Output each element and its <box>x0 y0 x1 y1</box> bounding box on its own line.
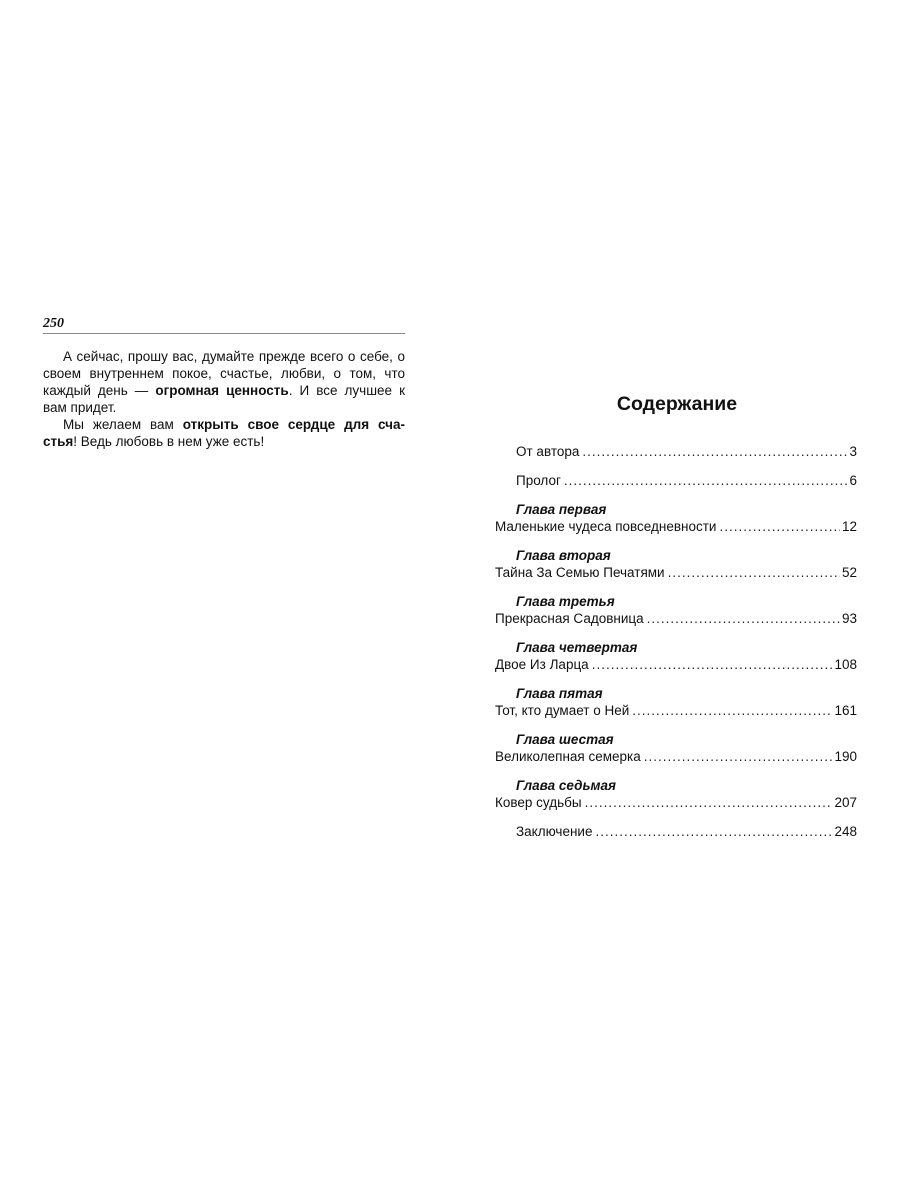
toc-entry <box>495 518 857 535</box>
toc-entry-conclusion <box>495 823 857 840</box>
paragraph-1-line-1: А сейчас, прошу вас, думайте прежде всего о <box>63 349 356 364</box>
toc-entry <box>495 656 857 673</box>
toc-entry-from-author <box>495 443 857 460</box>
toc-leader-dots <box>585 794 833 811</box>
toc-chapter-7 <box>495 777 857 811</box>
toc-entry <box>495 794 857 811</box>
toc-leader-dots <box>647 610 840 627</box>
toc-page-number: 161 <box>834 703 857 718</box>
toc-page-number: 207 <box>834 795 857 810</box>
toc-entry-label: Прекрасная Садовница <box>495 611 644 626</box>
paragraph-1-line-4: лучшее к вам придет. <box>43 383 405 415</box>
toc-page-number: 248 <box>834 824 857 839</box>
toc-leader-dots <box>632 702 832 719</box>
toc-page-number: 3 <box>849 444 857 459</box>
toc-entry <box>495 610 857 627</box>
toc-page-number: 190 <box>834 749 857 764</box>
toc-entry-label: Заключение <box>516 824 593 839</box>
paragraph-1 <box>43 348 405 416</box>
toc-page-number: 6 <box>849 473 857 488</box>
toc-leader-dots <box>719 518 840 535</box>
toc-entry-label: От автора <box>516 444 580 459</box>
toc-chapter-4 <box>495 639 857 673</box>
paragraph-2-line-2-end: ! Ведь любовь в нем уже есть! <box>73 434 265 449</box>
toc-entry-label: Пролог <box>516 473 561 488</box>
left-page <box>43 316 405 450</box>
toc-chapter-6 <box>495 731 857 765</box>
chapter-label: Глава вторая <box>516 548 611 563</box>
toc-list <box>495 443 857 840</box>
toc-entry-label: Великолепная семерка <box>495 749 641 764</box>
chapter-label: Глава третья <box>516 594 615 609</box>
toc-entry-label: Двое Из Ларца <box>495 657 589 672</box>
paragraph-1-line-2: себе, о своем внутреннем покое, счастье, любви, о <box>43 349 405 381</box>
paragraph-2 <box>43 416 405 450</box>
table-of-contents <box>495 392 857 840</box>
emphasis-great-value: огромная ценность <box>155 383 289 398</box>
toc-leader-dots <box>582 443 847 460</box>
emphasis-open-heart: открыть свое сердце для сча- <box>182 417 405 432</box>
toc-leader-dots <box>595 823 832 840</box>
toc-chapter-5 <box>495 685 857 719</box>
chapter-label: Глава четвертая <box>516 640 638 655</box>
toc-entry <box>495 748 857 765</box>
chapter-label: Глава первая <box>516 502 607 517</box>
chapter-label: Глава шестая <box>516 732 614 747</box>
toc-title: Содержание <box>616 393 738 415</box>
toc-chapter-2 <box>495 547 857 581</box>
page-number: 250 <box>43 316 405 334</box>
emphasis-happiness: стья <box>43 434 74 449</box>
paragraph-1-line-3-end: . И все <box>288 383 338 398</box>
chapter-label: Глава седьмая <box>516 778 616 793</box>
toc-chapter-1 <box>495 501 857 535</box>
toc-page-number: 52 <box>841 565 857 580</box>
toc-entry-label: Тайна За Семью Печатями <box>495 565 665 580</box>
toc-leader-dots <box>644 748 833 765</box>
toc-leader-dots <box>668 564 840 581</box>
paragraph-2-line-1-start: Мы желаем вам <box>63 417 183 432</box>
toc-leader-dots <box>564 472 848 489</box>
toc-entry-label: Тот, кто думает о Ней <box>495 703 630 718</box>
paragraph-1-line-3-start: том, что каждый день — <box>43 366 405 398</box>
body-text <box>43 348 405 450</box>
toc-entry-label: Ковер судьбы <box>495 795 582 810</box>
toc-entry-label: Маленькие чудеса повседневности <box>495 519 717 534</box>
toc-page-number: 12 <box>841 519 857 534</box>
toc-entry-prologue <box>495 472 857 489</box>
toc-leader-dots <box>592 656 833 673</box>
toc-page-number: 108 <box>834 657 857 672</box>
toc-page-number: 93 <box>841 611 857 626</box>
chapter-label: Глава пятая <box>516 686 603 701</box>
toc-chapter-3 <box>495 593 857 627</box>
toc-entry <box>495 564 857 581</box>
toc-entry <box>495 702 857 719</box>
